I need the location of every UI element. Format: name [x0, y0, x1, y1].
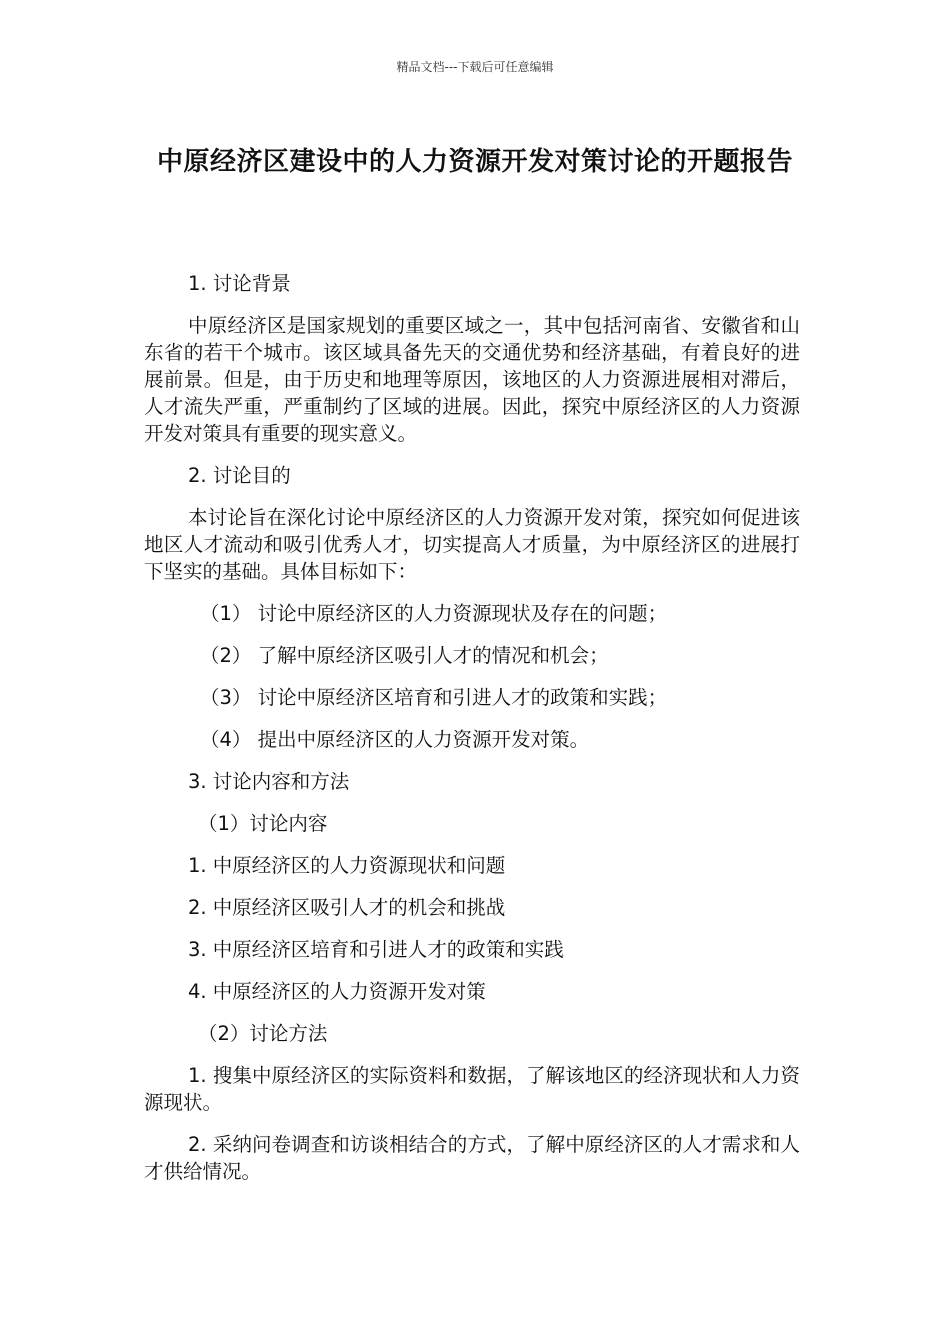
content-item-1: 1. 中原经济区的人力资源现状和问题	[188, 854, 506, 877]
content-item-4: 4. 中原经济区的人力资源开发对策	[188, 980, 486, 1003]
goal-item-3: （3） 讨论中原经济区培育和引进人才的政策和实践；	[200, 686, 668, 709]
content-item-2: 2. 中原经济区吸引人才的机会和挑战	[188, 896, 506, 919]
goal-item-1: （1） 讨论中原经济区的人力资源现状及存在的问题；	[200, 602, 668, 625]
page-header: 精品文档---下载后可任意编辑	[396, 60, 554, 74]
paragraph-background: 中原经济区是国家规划的重要区域之一，其中包括河南省、安徽省和山东省的若干个城市。该区域具备先天的交通优势和经济基础，有着良好的进展前景。但是，由于历史和地理等原因，该地区的人力资源进展相对滞后，人才流失严重，严重制约了区域的进展。因此，探究中原经济区的人力资源开发对策具有重要的现实意义。	[144, 314, 800, 445]
document-body	[144, 270, 800, 1200]
method-item-1: 1. 搜集中原经济区的实际资料和数据，了解该地区的经济现状和人力资源现状。	[144, 1064, 800, 1114]
subheading-content: （1）讨论内容	[198, 812, 328, 835]
section-heading-purpose: 2. 讨论目的	[188, 464, 291, 487]
section-heading-background: 1. 讨论背景	[188, 272, 291, 295]
method-item-2: 2. 采纳问卷调查和访谈相结合的方式，了解中原经济区的人才需求和人才供给情况。	[144, 1133, 800, 1183]
paragraph-purpose: 本讨论旨在深化讨论中原经济区的人力资源开发对策，探究如何促进该地区人才流动和吸引优秀人才，切实提高人才质量，为中原经济区的进展打下坚实的基础。具体目标如下：	[144, 506, 800, 583]
content-item-3: 3. 中原经济区培育和引进人才的政策和实践	[188, 938, 564, 961]
document-title: 中原经济区建设中的人力资源开发对策讨论的开题报告	[156, 147, 793, 177]
goal-item-4: （4） 提出中原经济区的人力资源开发对策。	[200, 728, 590, 751]
subheading-method: （2）讨论方法	[198, 1022, 328, 1045]
section-heading-content-method: 3. 讨论内容和方法	[188, 770, 350, 793]
goal-item-2: （2） 了解中原经济区吸引人才的情况和机会；	[200, 644, 609, 667]
